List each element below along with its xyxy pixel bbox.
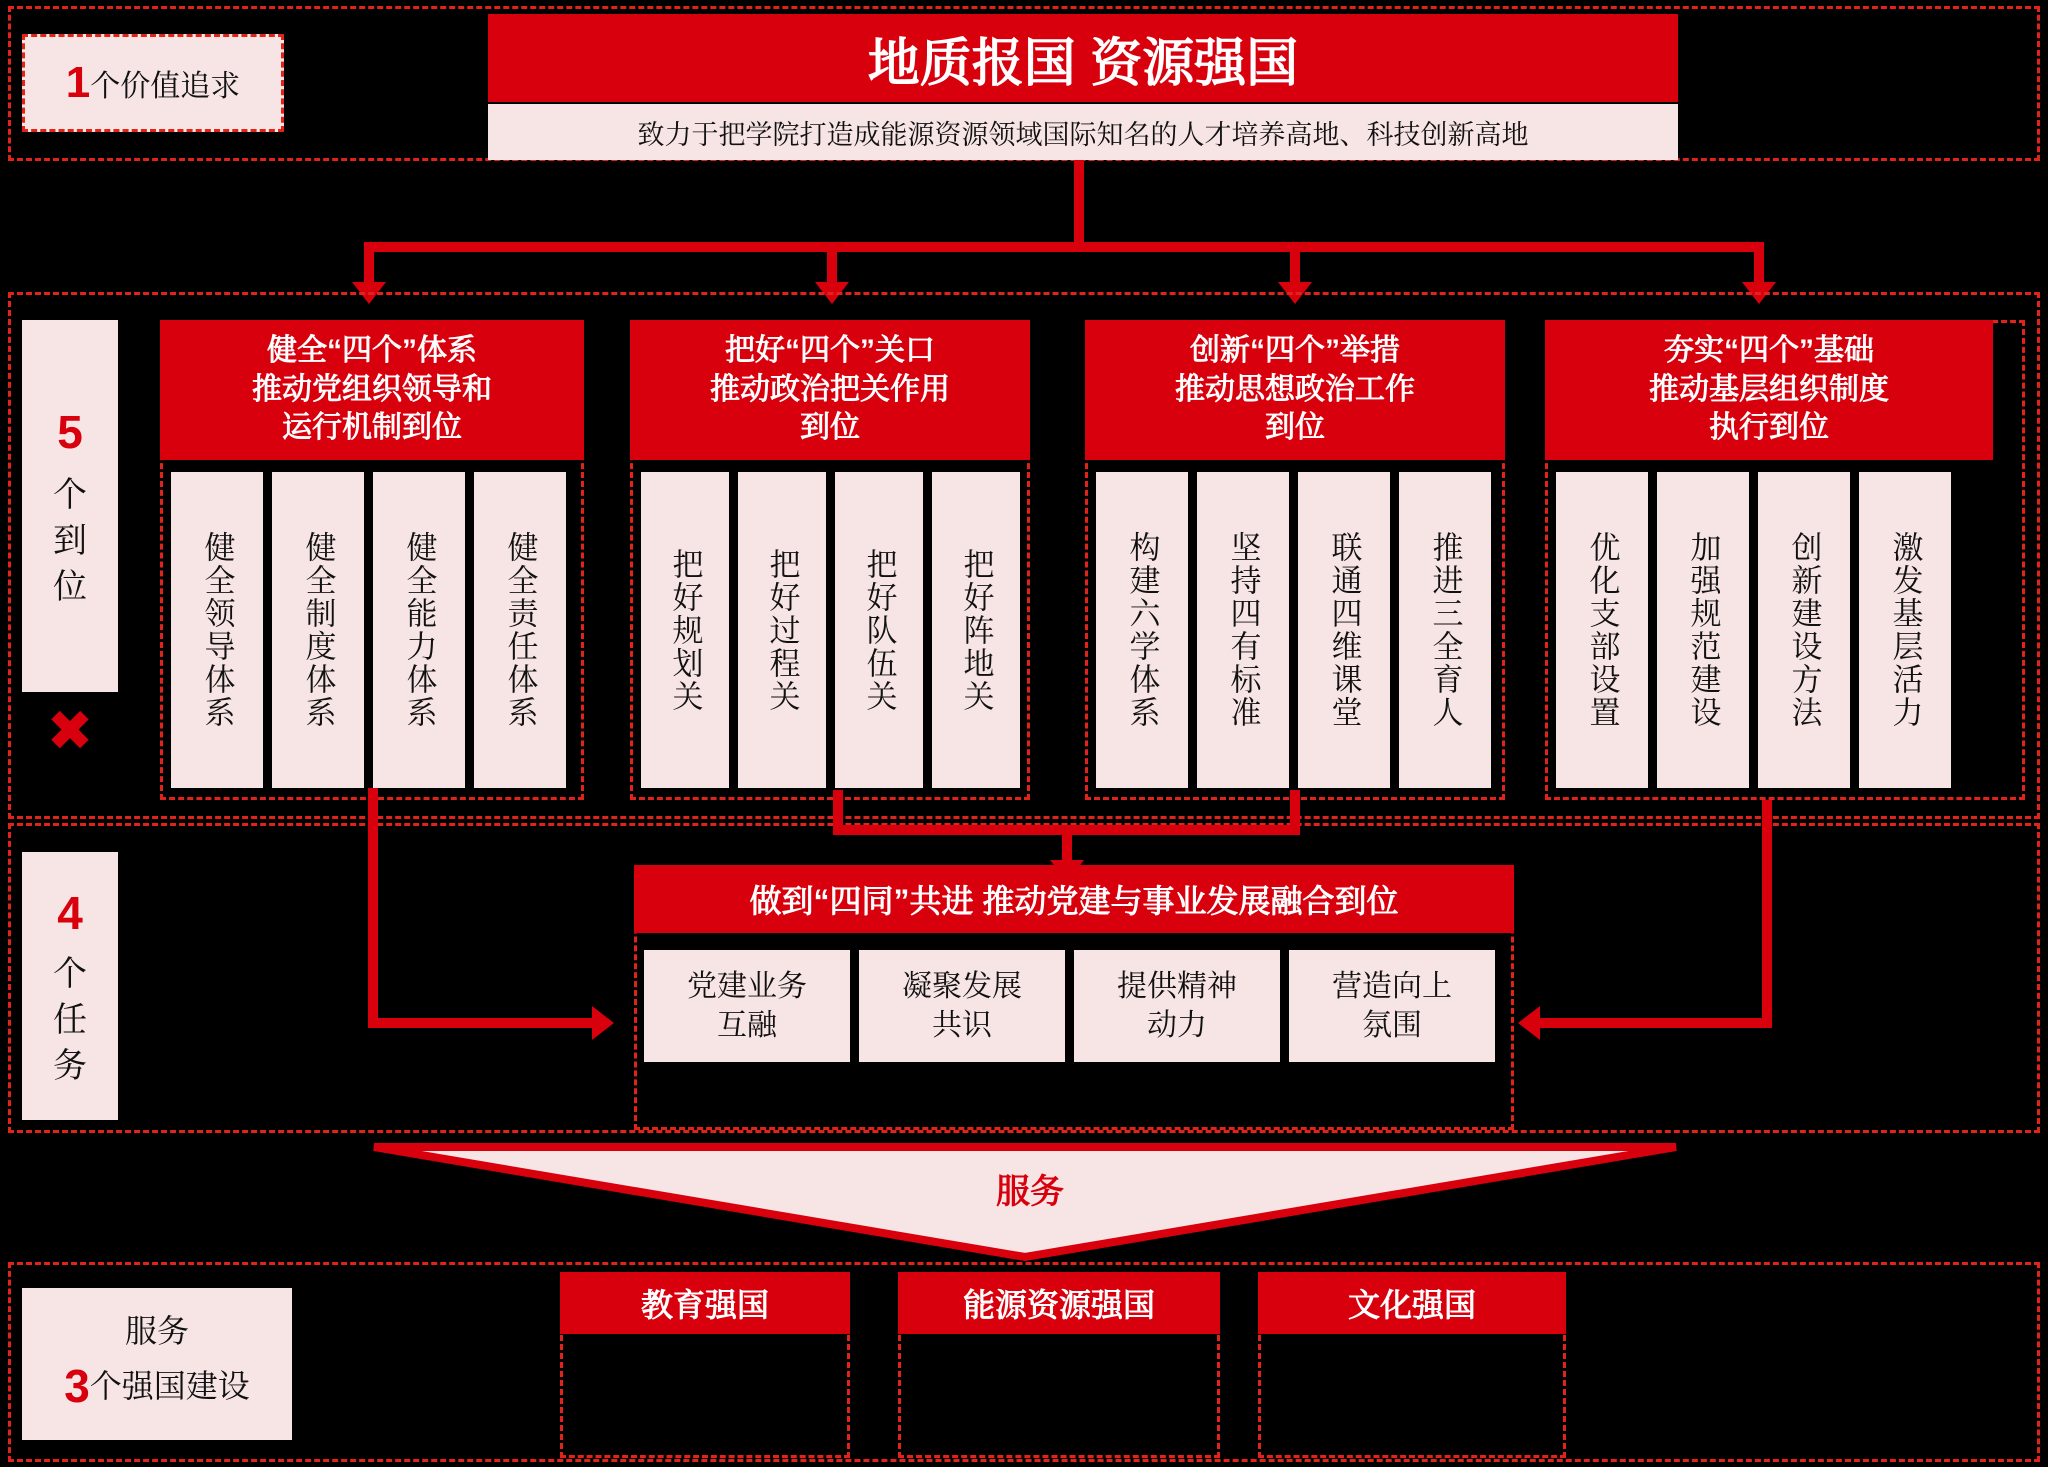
pillar-1-item-3[interactable] <box>373 472 465 788</box>
task-item-1-line1: 党建业务 <box>687 970 807 1003</box>
five-label-char-2: 到 <box>53 522 87 561</box>
pillar-3-item-4-label: 推进三全育人 <box>1427 531 1463 729</box>
service-target-1-label: 教育强国 <box>640 1287 769 1323</box>
service-target-3[interactable] <box>1258 1272 1566 1334</box>
pillar-1-item-4[interactable] <box>474 472 566 788</box>
service-label-line1: 服务 <box>124 1313 189 1350</box>
pillar-4-header-line1: 夯实“四个”基础 <box>1664 334 1874 368</box>
four-label-char-1: 个 <box>53 955 87 994</box>
value-pursuit-number: 1 <box>65 58 91 107</box>
connector-drop-1 <box>364 242 374 284</box>
pillar-2-header <box>630 320 1030 460</box>
four-label-char-3: 务 <box>53 1046 87 1085</box>
five-label-char-1: 个 <box>53 476 87 515</box>
right-feed-vertical <box>1762 800 1772 1028</box>
pillar-3-header-line2: 推动思想政治工作 <box>1175 372 1415 406</box>
task-item-4-line1: 营造向上 <box>1332 970 1452 1003</box>
pillar-1-item-2[interactable] <box>272 472 364 788</box>
connector-horizontal-main <box>364 242 1764 252</box>
pillar-3-header-line3: 到位 <box>1265 411 1325 445</box>
service-label-line2: 个强国建设 <box>89 1368 250 1404</box>
pillar-4-header-line3: 执行到位 <box>1709 411 1829 445</box>
pillar-4-header <box>1545 320 1993 460</box>
five-number: 5 <box>57 406 83 459</box>
pillar-1-header-line3: 运行机制到位 <box>282 411 462 445</box>
pillar-1-item-4-label: 健全责任体系 <box>502 531 538 729</box>
banner-title-text: 地质报国 资源强国 <box>867 34 1299 93</box>
service-target-2-label: 能源资源强国 <box>962 1287 1155 1323</box>
pillar-2-item-4-label: 把好阵地关 <box>958 547 994 713</box>
pillar-2-header-line2: 推动政治把关作用 <box>710 372 950 406</box>
pillar-4-item-2-label: 加强规范建设 <box>1685 531 1721 729</box>
task-connector-v-left <box>833 790 843 835</box>
pillar-3-item-2-label: 坚持四有标准 <box>1225 531 1261 729</box>
task-item-1-line2: 互融 <box>717 1009 777 1042</box>
pillar-2-header-line3: 到位 <box>800 411 860 445</box>
task-connector-v-center <box>1062 825 1072 865</box>
arrowhead-tasks-left <box>592 1006 614 1040</box>
four-label-char-2: 任 <box>53 1001 87 1040</box>
pillar-1-header-line1: 健全“四个”体系 <box>267 334 477 368</box>
task-item-4-line2: 氛围 <box>1362 1009 1422 1042</box>
left-label-five-in-place <box>22 320 118 692</box>
service-target-1[interactable] <box>560 1272 850 1334</box>
connector-drop-3 <box>1290 242 1300 284</box>
pillar-4-item-1-label: 优化支部设置 <box>1584 531 1620 729</box>
pillar-2-header-line1: 把好“四个”关口 <box>725 334 935 368</box>
pillar-1-item-2-label: 健全制度体系 <box>300 531 336 729</box>
pillar-2-item-3-label: 把好队伍关 <box>861 547 897 713</box>
connector-drop-2 <box>827 242 837 284</box>
multiply-symbol: ✖ <box>46 699 94 762</box>
pillar-2-item-4[interactable] <box>932 472 1020 788</box>
service-funnel-label <box>960 1163 1100 1213</box>
left-label-service <box>22 1288 292 1440</box>
pillar-1-item-1[interactable] <box>171 472 263 788</box>
task-item-2-line1: 凝聚发展 <box>902 970 1022 1003</box>
four-number: 4 <box>57 887 83 940</box>
connector-drop-4 <box>1754 242 1764 284</box>
task-item-2[interactable] <box>859 950 1065 1062</box>
tasks-header <box>634 865 1514 933</box>
value-pursuit-text: 个价值追求 <box>90 70 241 103</box>
left-feed-horizontal <box>368 1018 598 1028</box>
five-label-char-3: 位 <box>53 567 87 606</box>
pillar-1-item-1-label: 健全领导体系 <box>199 531 235 729</box>
pillar-3-item-3[interactable] <box>1298 472 1390 788</box>
pillar-1-item-3-label: 健全能力体系 <box>401 531 437 729</box>
banner-subtitle <box>488 104 1678 160</box>
arrowhead-tasks-right <box>1518 1006 1540 1040</box>
pillar-3-item-1[interactable] <box>1096 472 1188 788</box>
pillar-2-item-2[interactable] <box>738 472 826 788</box>
left-label-four-tasks <box>22 852 118 1120</box>
right-feed-horizontal <box>1540 1018 1772 1028</box>
left-feed-vertical <box>368 788 378 1028</box>
service-funnel-label-text: 服务 <box>996 1172 1064 1211</box>
task-connector-v-right <box>1290 790 1300 835</box>
pillar-4-item-3-label: 创新建设方法 <box>1786 531 1822 729</box>
task-item-4[interactable] <box>1289 950 1495 1062</box>
service-target-3-label: 文化强国 <box>1347 1287 1476 1323</box>
task-item-1[interactable] <box>644 950 850 1062</box>
pillar-4-item-3[interactable] <box>1758 472 1850 788</box>
pillar-4-item-4[interactable] <box>1859 472 1951 788</box>
pillar-3-item-1-label: 构建六学体系 <box>1124 531 1160 729</box>
multiply-icon <box>22 695 118 767</box>
banner-title <box>488 14 1678 102</box>
pillar-1-header-line2: 推动党组织领导和 <box>252 372 492 406</box>
pillar-3-item-2[interactable] <box>1197 472 1289 788</box>
pillar-4-header-line2: 推动基层组织制度 <box>1649 372 1889 406</box>
task-item-3[interactable] <box>1074 950 1280 1062</box>
pillar-4-item-1[interactable] <box>1556 472 1648 788</box>
task-item-2-line2: 共识 <box>932 1009 992 1042</box>
pillar-1-header <box>160 320 584 460</box>
service-number: 3 <box>64 1360 90 1413</box>
pillar-2-item-3[interactable] <box>835 472 923 788</box>
left-label-value-pursuit <box>22 34 284 132</box>
pillar-2-item-1[interactable] <box>641 472 729 788</box>
pillar-3-item-3-label: 联通四维课堂 <box>1326 531 1362 729</box>
pillar-4-item-2[interactable] <box>1657 472 1749 788</box>
pillar-2-item-2-label: 把好过程关 <box>764 547 800 713</box>
pillar-3-item-4[interactable] <box>1399 472 1491 788</box>
banner-subtitle-text: 致力于把学院打造成能源资源领域国际知名的人才培养高地、科技创新高地 <box>637 119 1529 150</box>
tasks-header-text: 做到“四同”共进 推动党建与事业发展融合到位 <box>749 883 1399 919</box>
connector-vertical-main <box>1074 160 1084 242</box>
pillar-3-header <box>1085 320 1505 460</box>
pillar-2-item-1-label: 把好规划关 <box>667 547 703 713</box>
task-item-3-line2: 动力 <box>1147 1009 1207 1042</box>
task-item-3-line1: 提供精神 <box>1117 970 1237 1003</box>
pillar-3-header-line1: 创新“四个”举措 <box>1190 334 1400 368</box>
service-target-2[interactable] <box>898 1272 1220 1334</box>
pillar-4-item-4-label: 激发基层活力 <box>1887 531 1923 729</box>
